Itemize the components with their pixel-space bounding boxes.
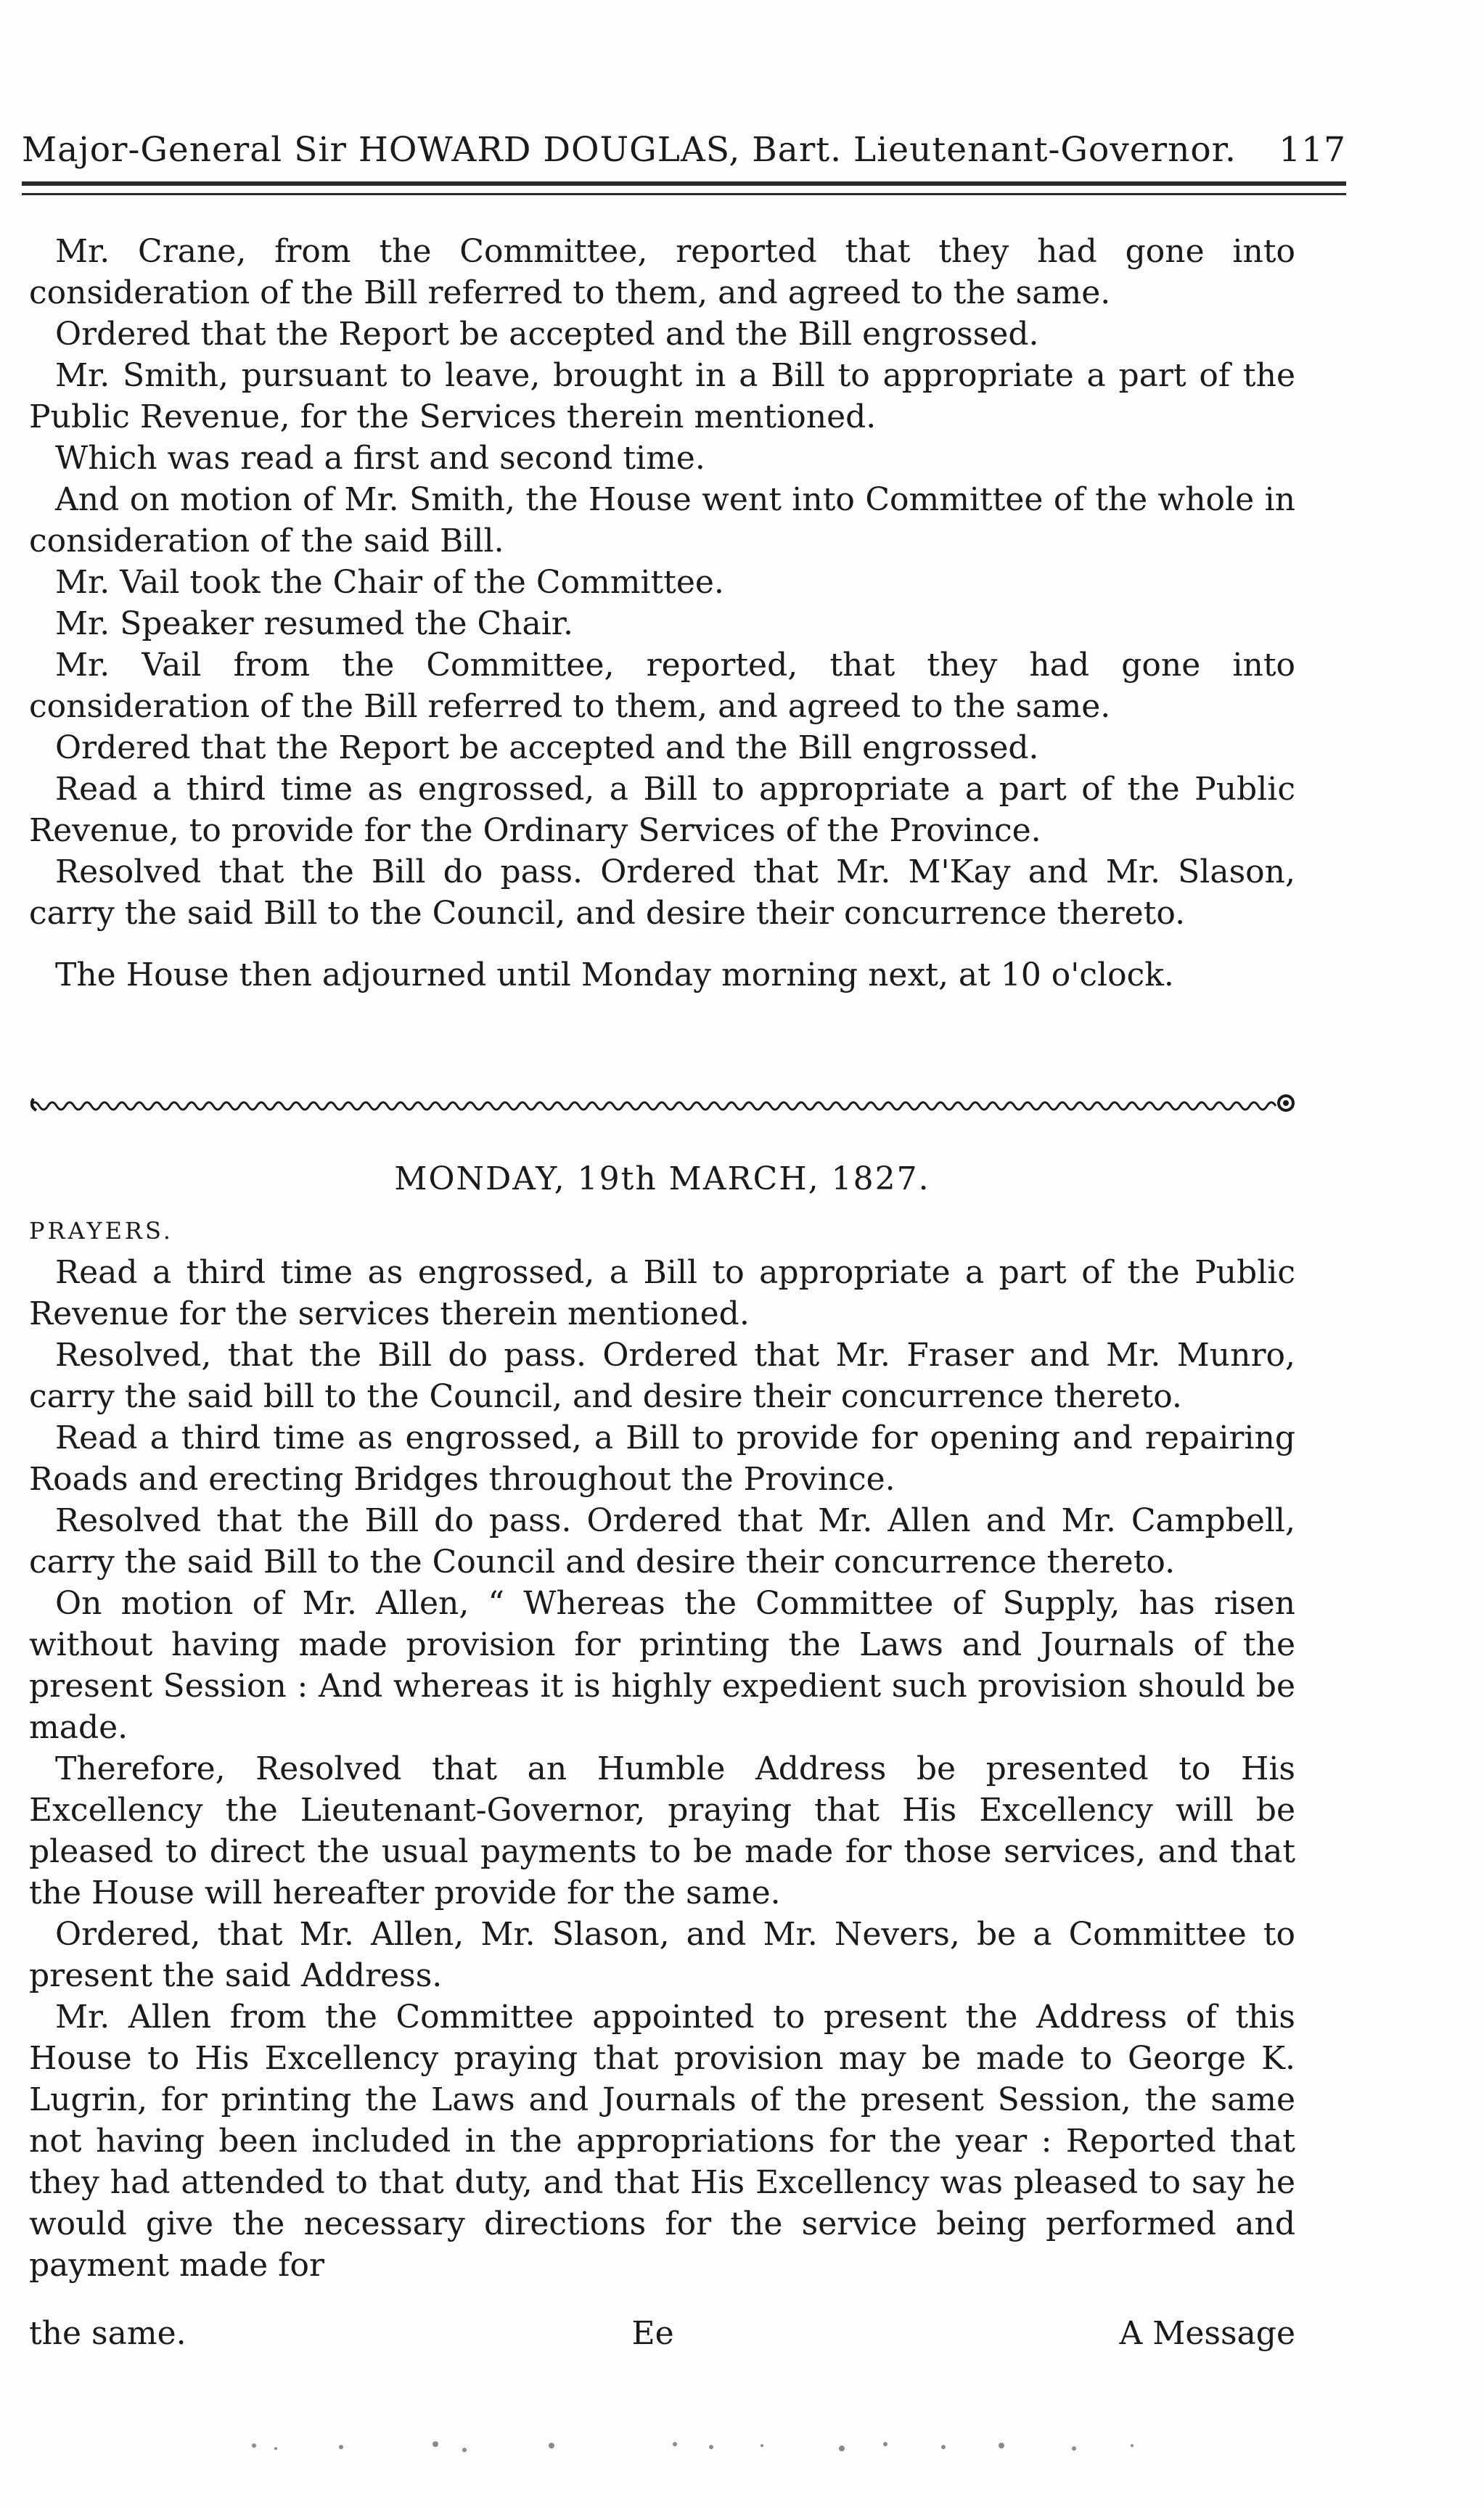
paragraph: Ordered, that Mr. Allen, Mr. Slason, and Mr. Nevers, be a Committee to present the said Address. — [29, 1916, 1295, 1994]
paragraph: Ordered that the Report be accepted and the Bill engrossed. — [55, 316, 1039, 353]
paragraph: Therefore, Resolved that an Humble Address be presented to His Excellency the Lieutenant-Governor, praying that His Excellency will be pleased to direct the usual payments to be made for those services, and that the House will hereafter provide for the same. — [29, 1750, 1295, 1911]
paragraph: Read a third time as engrossed, a Bill to appropriate a part of the Public Revenue, to provide for the Ordinary Services of the Province. — [29, 771, 1295, 849]
monday-section — [29, 1210, 1295, 2286]
section-heading: MONDAY, 19th MARCH, 1827. — [394, 1160, 930, 1197]
paragraph: Read a third time as engrossed, a Bill to provide for opening and repairing Roads and erecting Bridges throughout the Province. — [29, 1419, 1295, 1498]
top-section — [29, 231, 1295, 996]
paragraph: Resolved, that the Bill do pass. Ordered that Mr. Fraser and Mr. Munro, carry the said bill to the Council, and desire their concurrence thereto. — [29, 1337, 1295, 1415]
running-head — [22, 125, 1346, 176]
final-words: the same. — [29, 2315, 186, 2352]
header-rule-thin — [22, 193, 1346, 195]
paragraph: And on motion of Mr. Smith, the House went into Committee of the whole in consideration of the said Bill. — [29, 481, 1295, 560]
paragraph: Resolved that the Bill do pass. Ordered that Mr. Allen and Mr. Campbell, carry the said Bill to the Council and desire their concurrence thereto. — [29, 1502, 1295, 1581]
paragraph: Read a third time as engrossed, a Bill to appropriate a part of the Public Revenue for the services therein mentioned. — [29, 1254, 1295, 1332]
paragraph: Mr. Vail took the Chair of the Committee. — [55, 564, 724, 601]
paragraph: Resolved that the Bill do pass. Ordered that Mr. M'Kay and Mr. Slason, carry the said Bill to the Council, and desire their concurrence thereto. — [29, 853, 1295, 932]
paragraph: Mr. Smith, pursuant to leave, brought in a Bill to appropriate a part of the Public Revenue, for the Services therein mentioned. — [29, 357, 1295, 435]
header-rule-thick — [22, 181, 1346, 186]
ornamental-wavy-rule — [30, 1084, 1297, 1119]
page-number: 117 — [1279, 130, 1346, 170]
bleed-through-specks — [0, 2417, 1484, 2475]
running-head-title: Major-General Sir HOWARD DOUGLAS, Bart. Lieutenant-Governor. — [22, 130, 1237, 170]
paragraph: Ordered that the Report be accepted and the Bill engrossed. — [55, 729, 1039, 766]
paragraph: Which was read a first and second time. — [55, 440, 705, 477]
paragraph: Mr. Crane, from the Committee, reported that they had gone into consideration of the Bill referred to them, and agreed to the same. — [29, 233, 1295, 311]
adjournment-line: The House then adjourned until Monday morning next, at 10 o'clock. — [55, 956, 1174, 993]
signature-mark: Ee — [631, 2315, 674, 2352]
paragraph: Mr. Speaker resumed the Chair. — [55, 605, 573, 642]
prayers-label: PRAYERS. — [29, 1217, 173, 1245]
footer-line — [29, 2313, 1295, 2354]
paragraph: Mr. Allen from the Committee appointed to present the Address of this House to His Excellency praying that provision may be made to George K. Lugrin, for printing the Laws and Journals of the present Session, the same not having been included in the appropriations for the year : Reported that they had attended to that duty, and that His Excellency was pleased to say he would give the necessary directions for the service being performed and payment made for — [29, 1999, 1295, 2284]
paragraph: On motion of Mr. Allen, “ Whereas the Committee of Supply, has risen without having made provision for printing the Laws and Journals of the present Session : And whereas it is highly expedient such provision should be made. — [29, 1585, 1295, 1746]
paragraph: Mr. Vail from the Committee, reported, that they had gone into consideration of the Bill referred to them, and agreed to the same. — [29, 647, 1295, 725]
catchword: A Message — [1119, 2315, 1295, 2352]
